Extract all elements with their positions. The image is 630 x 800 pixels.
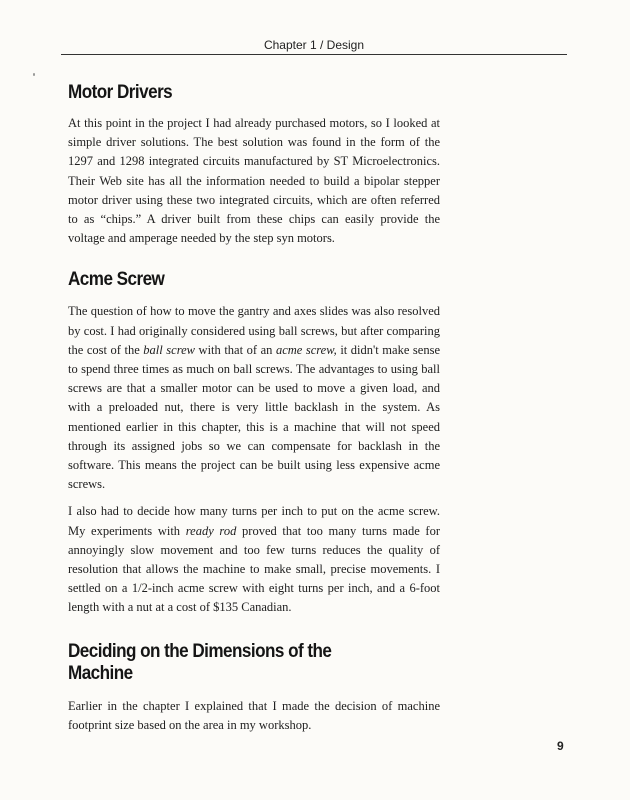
italic-term: ball screw (143, 342, 195, 357)
paragraph-dimensions: Earlier in the chapter I explained that I made the decision of machine footprint size based on the area in my workshop. (68, 698, 440, 732)
paragraph-motor-drivers: At this point in the project I had already purchased motors, so I looked at simple driver solutions. The best solution was found in the form of the 1297 and 1298 integrated circuits manufactured by ST Microelectronics. Their Web site has all the information needed to build a bipolar stepper motor driver using these two integrated circuits, which are often referred to as “chips.” A driver built from these chips can easily provide the voltage and amperage needed by the step syn motors. (68, 116, 440, 246)
header-rule (61, 54, 567, 55)
page-number: 9 (557, 739, 564, 753)
page-body (68, 82, 440, 735)
italic-term: acme screw, (275, 342, 337, 357)
running-head: Chapter 1 / Design (263, 38, 365, 52)
paragraph-acme-screw-1: The question of how to move the gantry and axes slides was also resolved by cost. I had originally considered using ball screws, but after comparing the cost of the ball screw with that of an acme screw, it didn't make sense to spend three times as much on ball screws. The advantages to using ball screws are that a smaller motor can be used to move a given load, and with a preloaded nut, there is very little backlash in the system. As mentioned earlier in this chapter, this is a machine that will not speed through its assigned jobs so we can compensate for backlash in the software. This means the project can be built using less expensive acme screws. (68, 304, 440, 492)
scan-speck (33, 73, 35, 76)
section-heading-acme-screw: Acme Screw (68, 269, 165, 291)
section-heading-motor-drivers: Motor Drivers (68, 82, 173, 103)
italic-term: ready rod (185, 523, 237, 538)
section-heading-dimensions: Deciding on the Dimensions of the Machine (68, 640, 332, 684)
paragraph-acme-screw-2: I also had to decide how many turns per inch to put on the acme screw. My experiments with ready rod proved that too many turns made for annoyingly slow movement and too few turns reduces the quality of resolution that allows the machine to make small, precise movements. I settled on a 1/2-inch acme screw with eight turns per inch, and a 6-foot length with a nut at a cost of $135 Canadian. (68, 504, 440, 615)
